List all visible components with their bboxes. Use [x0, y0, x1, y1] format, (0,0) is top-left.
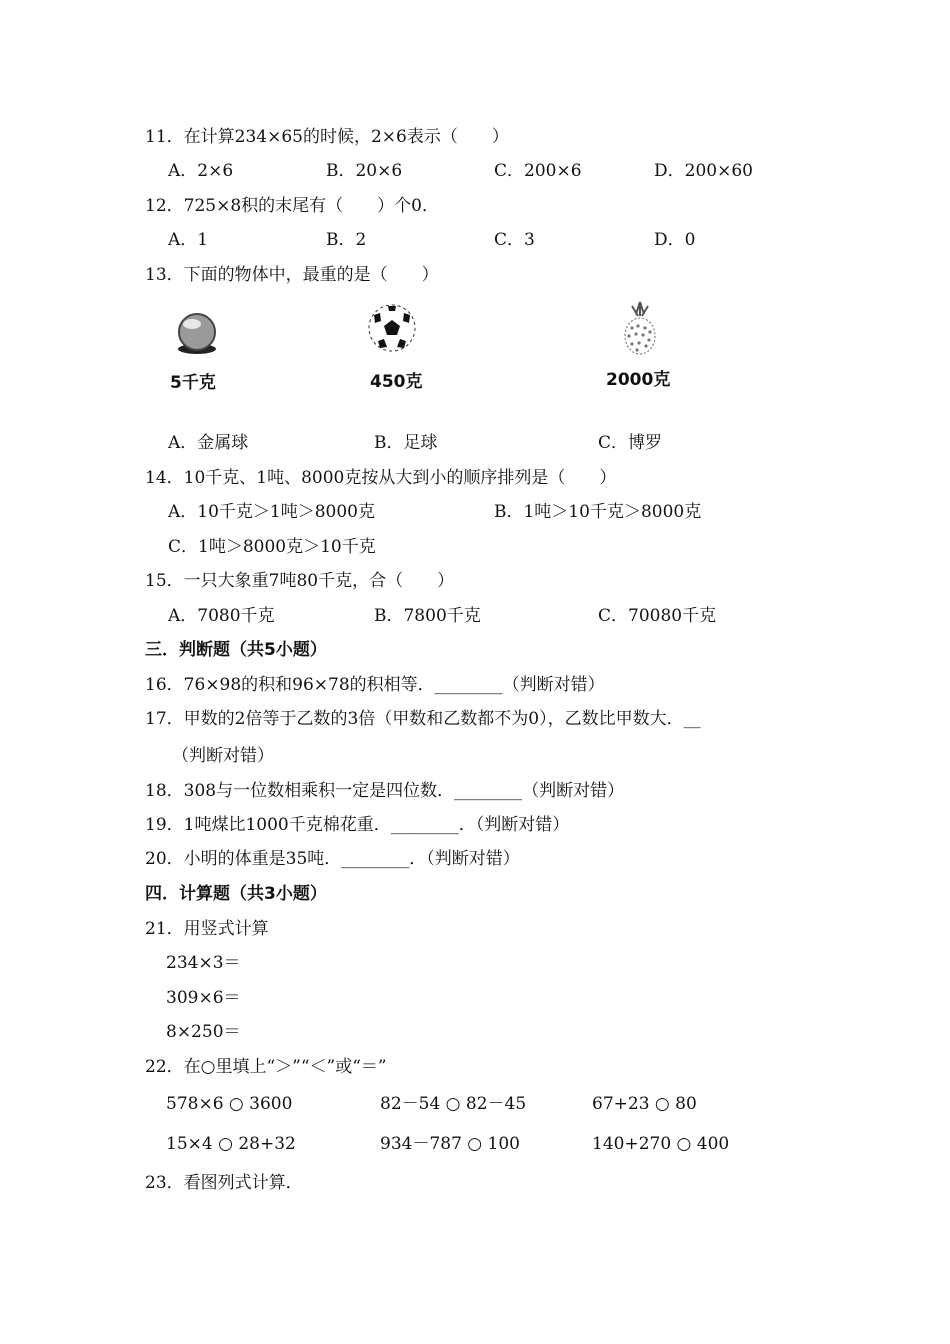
q14-option-c: C．1吨＞8000克＞10千克	[168, 537, 376, 557]
q15-option-c: C．70080千克	[598, 606, 717, 626]
q22-row1-item1: 578×6 ○ 3600	[166, 1094, 293, 1114]
section-3-title: 三．判断题（共5小题）	[145, 640, 327, 660]
q12-stem: 12．725×8积的末尾有（ ）个0．	[145, 196, 439, 216]
q21-stem: 21．用竖式计算	[145, 919, 269, 939]
q22-row1-item3: 67+23 ○ 80	[592, 1094, 697, 1114]
pineapple-label: 2000克	[606, 370, 671, 390]
q15-option-b: B．7800千克	[374, 606, 481, 626]
section-4-title: 四．计算题（共3小题）	[145, 884, 327, 904]
metal-ball-label: 5千克	[170, 373, 216, 393]
q12-option-c: C．3	[494, 230, 535, 250]
q12-option-b: B．2	[326, 230, 367, 250]
q11-option-a: A．2×6	[168, 161, 234, 181]
q13-option-c: C．博罗	[598, 433, 663, 453]
q13-option-a: A．金属球	[168, 433, 249, 453]
q14-option-b: B．1吨＞10千克＞8000克	[494, 502, 702, 522]
q15-option-a: A．7080千克	[168, 606, 275, 626]
q20-text: 20．小明的体重是35吨．________．（判断对错）	[145, 849, 520, 869]
q17-text: 17．甲数的2倍等于乙数的3倍（甲数和乙数都不为0），乙数比甲数大．__	[145, 709, 701, 729]
q12-option-d: D．0	[654, 230, 696, 250]
q18-text: 18．308与一位数相乘积一定是四位数．________（判断对错）	[145, 781, 625, 801]
q12-option-a: A．1	[168, 230, 209, 250]
q22-row2-item1: 15×4 ○ 28+32	[166, 1134, 296, 1154]
q22-stem: 22．在○里填上“＞”“＜”或“＝”	[145, 1057, 387, 1077]
soccer-ball-icon	[366, 303, 418, 353]
q22-row1-item2: 82－54 ○ 82－45	[380, 1094, 527, 1114]
q11-option-c: C．200×6	[494, 161, 582, 181]
q21-item-2: 309×6＝	[166, 988, 241, 1008]
q22-row2-item2: 934－787 ○ 100	[380, 1134, 520, 1154]
q15-stem: 15．一只大象重7吨80千克，合（ ）	[145, 571, 455, 591]
q11-option-d: D．200×60	[654, 161, 753, 181]
q14-stem: 14．10千克、1吨、8000克按从大到小的顺序排列是（ ）	[145, 468, 617, 488]
q11-stem: 11．在计算234×65的时候，2×6表示（ ）	[145, 127, 509, 147]
q23-stem: 23．看图列式计算．	[145, 1173, 303, 1193]
q19-text: 19．1吨煤比1000千克棉花重．________．（判断对错）	[145, 815, 570, 835]
q21-item-1: 234×3＝	[166, 953, 241, 973]
q21-item-3: 8×250＝	[166, 1022, 241, 1042]
q17-text-continued: （判断对错）	[172, 746, 274, 766]
q13-stem: 13．下面的物体中，最重的是（ ）	[145, 265, 439, 285]
q14-option-a: A．10千克＞1吨＞8000克	[168, 502, 375, 522]
q16-text: 16．76×98的积和96×78的积相等．________（判断对错）	[145, 675, 605, 695]
q22-row2-item3: 140+270 ○ 400	[592, 1134, 730, 1154]
q11-option-b: B．20×6	[326, 161, 403, 181]
metal-ball-icon	[172, 310, 222, 356]
pineapple-icon	[618, 300, 662, 356]
soccer-ball-label: 450克	[370, 372, 423, 392]
q13-option-b: B．足球	[374, 433, 438, 453]
